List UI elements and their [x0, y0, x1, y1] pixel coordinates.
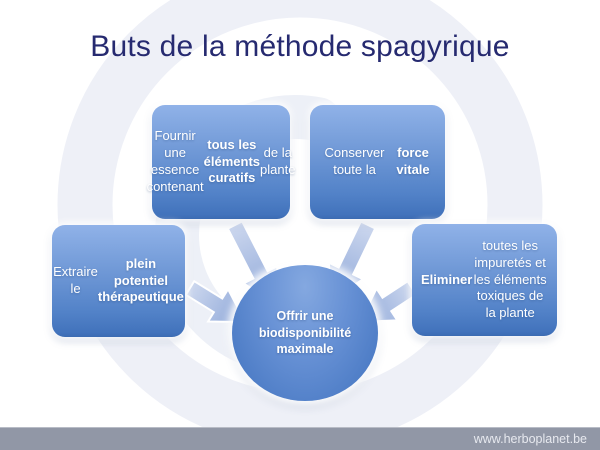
box-eliminer-impuretes: Eliminer toutes les impuretés et les éléments toxiques de la plante — [412, 224, 557, 336]
footer-url: www.herboplanet.be — [473, 432, 587, 446]
ellipse-offrir-biodisponibilite: Offrir une biodisponibilité maximale — [232, 265, 378, 401]
box-fournir-essence: Fournir une essence contenant tous les éléments curatifs de la plante — [152, 105, 290, 219]
slide-title: Buts de la méthode spagyrique — [90, 30, 510, 63]
footer-bar — [0, 427, 600, 450]
box-conserver-force-vitale: Conserver toute la force vitale — [310, 105, 445, 219]
box-extraire-potentiel: Extraire le plein potentiel thérapeutique — [52, 225, 185, 337]
